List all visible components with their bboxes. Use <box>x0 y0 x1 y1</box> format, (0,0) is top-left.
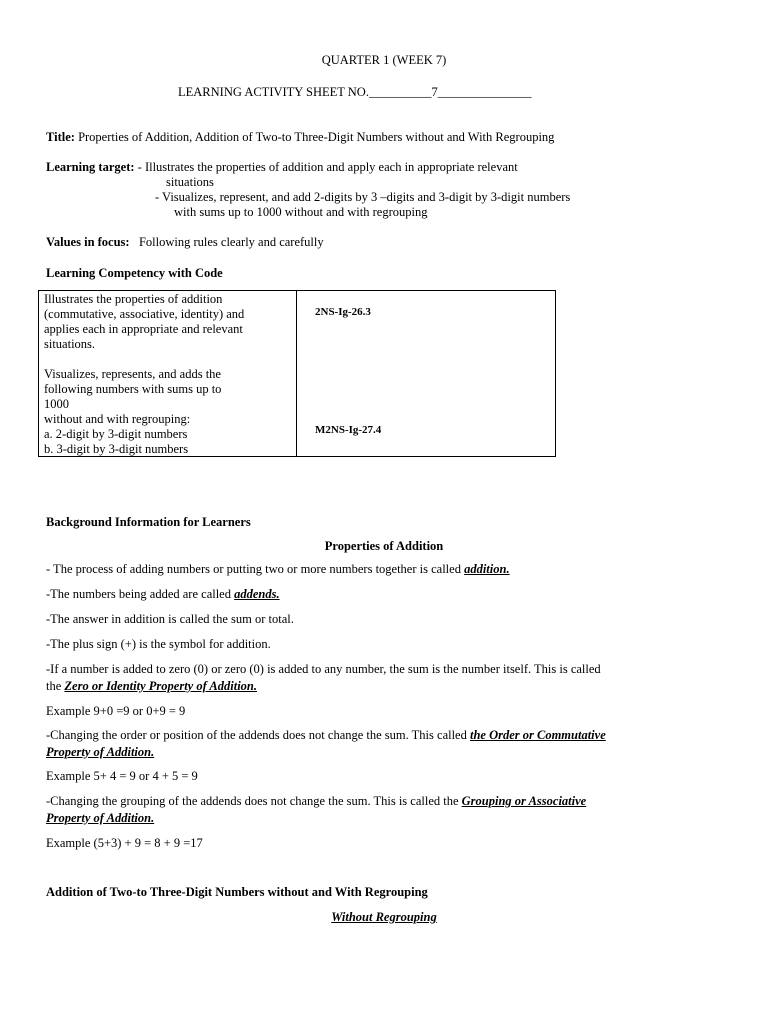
term-associative-property-cont: Property of Addition. <box>46 811 155 825</box>
term-associative-property: Grouping or Associative <box>461 794 587 808</box>
learning-target-label: Learning target: <box>46 160 135 174</box>
title-line <box>46 130 554 145</box>
term-identity-property: Zero or Identity Property of Addition. <box>64 679 257 693</box>
background-heading: Background Information for Learners <box>46 515 251 529</box>
term-commutative-property: the Order or Commutative <box>469 728 606 742</box>
paragraph-identity-line2 <box>46 679 257 694</box>
competency-row2-line: without and with regrouping: <box>44 412 191 426</box>
example-identity: Example 9+0 =9 or 0+9 = 9 <box>46 704 186 718</box>
competency-row2-line: Visualizes, represents, and adds the <box>44 367 221 381</box>
competency-description-cell <box>39 291 297 457</box>
competency-heading: Learning Competency with Code <box>46 266 223 280</box>
values-in-focus <box>46 235 324 250</box>
competency-table <box>38 290 556 457</box>
competency-code-2: M2NS-Ig-27.4 <box>315 424 382 436</box>
competency-row1-line: Illustrates the properties of addition <box>44 292 223 306</box>
paragraph-text: the <box>46 679 65 693</box>
learning-target-line2: situations <box>166 175 214 189</box>
paragraph-text: -Changing the order or position of the addends does not change the sum. This called <box>46 728 470 742</box>
values-text: Following rules clearly and carefully <box>138 235 324 249</box>
term-addends: addends. <box>234 587 280 601</box>
sheet-blank-before: __________ <box>368 85 432 99</box>
section-heading-regrouping: Addition of Two-to Three-Digit Numbers without and With Regrouping <box>46 885 428 899</box>
competency-row1-line: applies each in appropriate and relevant <box>44 322 243 336</box>
paragraph-associative-line1 <box>46 794 586 809</box>
competency-row2-line: following numbers with sums up to <box>44 382 222 396</box>
title-label: Title: <box>46 130 75 144</box>
term-addition: addition. <box>464 562 510 576</box>
sheet-blank-after: _______________ <box>437 85 532 99</box>
competency-row2-line: a. 2-digit by 3-digit numbers <box>44 427 188 441</box>
competency-code-cell <box>297 291 556 457</box>
sheet-label: LEARNING ACTIVITY SHEET NO. <box>178 85 369 99</box>
learning-target-text1: - Illustrates the properties of addition and apply each in appropriate relevant <box>137 160 518 174</box>
example-commutative: Example 5+ 4 = 9 or 4 + 5 = 9 <box>46 769 198 783</box>
sheet-number-line <box>178 85 531 100</box>
example-associative: Example (5+3) + 9 = 8 + 9 =17 <box>46 836 203 850</box>
competency-row1-line: situations. <box>44 337 96 351</box>
paragraph-text: - The process of adding numbers or putting two or more numbers together is called <box>46 562 465 576</box>
title-text: Properties of Addition, Addition of Two-to Three-Digit Numbers without and With Regrouping <box>78 130 555 144</box>
competency-row2-line: b. 3-digit by 3-digit numbers <box>44 442 189 456</box>
paragraph-text: -Changing the grouping of the addends does not change the sum. This is called the <box>46 794 462 808</box>
competency-row1-line: (commutative, associative, identity) and <box>44 307 245 321</box>
learning-target-line3: - Visualizes, represent, and add 2-digits by 3 –digits and 3-digit by 3-digit numbers <box>155 190 571 204</box>
paragraph-addends <box>46 587 280 602</box>
paragraph-identity-line1: -If a number is added to zero (0) or zero (0) is added to any number, the sum is the number itself. This is called <box>46 662 601 676</box>
competency-row2-line: 1000 <box>44 397 69 411</box>
subheading-without-regrouping: Without Regrouping <box>331 910 437 924</box>
term-commutative-property-cont: Property of Addition. <box>46 745 155 759</box>
paragraph-commutative-line1 <box>46 728 606 743</box>
paragraph-addition <box>46 562 510 577</box>
paragraph-sum: -The answer in addition is called the sum or total. <box>46 612 294 626</box>
paragraph-text: -The numbers being added are called <box>46 587 235 601</box>
learning-target-line1 <box>46 160 518 175</box>
values-label: Values in focus: <box>46 235 130 249</box>
sheet-number: 7 <box>431 85 438 99</box>
competency-code-1: 2NS-Ig-26.3 <box>315 306 371 318</box>
properties-subheading: Properties of Addition <box>324 539 444 553</box>
paragraph-plus-sign: -The plus sign (+) is the symbol for addition. <box>46 637 271 651</box>
table-row <box>39 291 556 457</box>
competency-description <box>44 292 244 457</box>
quarter-heading: QUARTER 1 (WEEK 7) <box>321 53 447 67</box>
learning-target-line4: with sums up to 1000 without and with regrouping <box>174 205 428 219</box>
